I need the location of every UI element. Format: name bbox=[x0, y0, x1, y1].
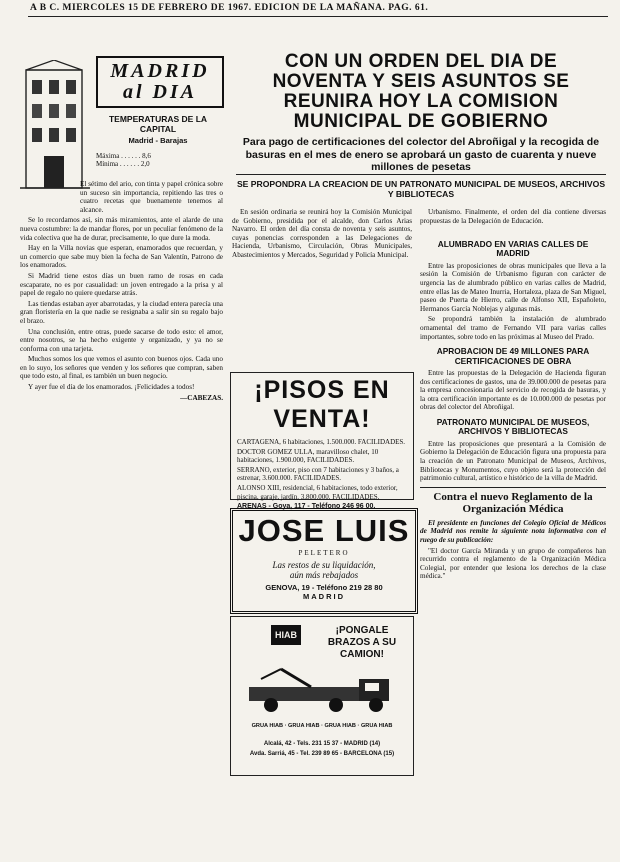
section-paragraph: Entre las propuestas de la Delegación de Hacienda figuran dos certificaciones de gastos, una de 39.000.000 de pesetas para la empresa concesionaria del servicio de recogida de basuras, y la otra certificación importante es de 10.000.000 de pesetas por obras del colector del Abroñigal. bbox=[420, 368, 606, 412]
section-title-certificaciones: APROBACION DE 49 MILLONES PARA CERTIFICACIONES DE OBRA bbox=[436, 346, 590, 366]
jose-luis-slogan-2: aún más rebajados bbox=[289, 570, 359, 580]
section-title-patronato: PATRONATO MUNICIPAL DE MUSEOS, ARCHIVOS Y BIBLIOTECAS bbox=[436, 416, 590, 437]
section-intro: El presidente en funciones del Colegio Oficial de Médicos de Madrid nos remite la siguiente nota informativa con el ruego de su publicación: bbox=[420, 518, 606, 544]
column-paragraph: Se lo recordamos así, sin más miramientos, ante el alarde de una nueva costumbre: la de mandar flores, por un peculiar fenómeno de la vida colectiva que ha de durar, precisamente, lo que dure la moda. bbox=[20, 216, 223, 242]
jose-luis-ad bbox=[230, 508, 418, 614]
madrid-al-dia-logo bbox=[96, 56, 224, 108]
city-building-drawing bbox=[20, 60, 90, 190]
hiab-address-1: Alcalá, 42 - Tels. 231 15 37 - MADRID (14) bbox=[263, 741, 381, 747]
pisos-en-venta-ad bbox=[230, 372, 414, 511]
story-paragraph: Urbanismo. Finalmente, el orden del día contiene diversas propuestas de la Delegación de Educación. bbox=[420, 208, 606, 225]
header-rule bbox=[28, 16, 608, 17]
section-paragraph: Entre las proposiciones que presentará a la Comisión de Gobierno la Delegación de Educación figura una propuesta para la creación de un Patronato Municipal de Museos, Archivos, Bibliotecas y Monumentos, cuyo objeto será la protección del patrimonio cultural, artístico e histórico de la villa de Madrid. bbox=[420, 439, 606, 483]
weather-station: Madrid - Barajas bbox=[128, 136, 188, 145]
weather-box bbox=[96, 114, 220, 168]
section-text-reglamento bbox=[420, 519, 606, 581]
story-right-column bbox=[420, 208, 606, 227]
section-text-patronato bbox=[420, 440, 606, 483]
weather-title: TEMPERATURAS DE LA CAPITAL bbox=[108, 114, 208, 134]
logo-line-1: MADRID bbox=[110, 60, 210, 82]
pisos-item: SERRANO, exterior, piso con 7 habitaciones y 3 baños, a estrenar, 3.600.000. FACILIDADES. bbox=[237, 465, 399, 483]
section-rule bbox=[420, 487, 606, 488]
hiab-brand-badge bbox=[271, 625, 301, 645]
main-deck: Para pago de certificaciones del colector del Abroñigal y la recogida de basuras en el mes de enero se aprobará un gasto de cuarenta y nueve millones de pesetas bbox=[242, 136, 600, 173]
building-illustration bbox=[20, 60, 90, 190]
deck-rule bbox=[236, 174, 606, 175]
weather-max: Máxima . . . . . . 8,6 bbox=[96, 152, 151, 160]
pisos-item: ALONSO XIII, residencial, 6 habitaciones, todo exterior, piscina, garaje, jardín. 3.800.000. FACILIDADES. bbox=[237, 483, 398, 501]
story-left-column bbox=[232, 208, 412, 368]
pisos-item: DOCTOR GOMEZ ULLA, maravilloso chalet, 10 habitaciones, 1.900.000, FACILIDADES. bbox=[237, 447, 379, 465]
section-text-certificaciones bbox=[420, 369, 606, 412]
page-header: A B C. MIERCOLES 15 DE FEBRERO DE 1967. EDICION DE LA MAÑANA. PAG. 61. bbox=[30, 3, 429, 13]
hiab-address-2: Avda. Sarriá, 45 - Tel. 239 89 65 - BARCELONA (15) bbox=[249, 751, 395, 757]
right-column bbox=[420, 240, 606, 583]
main-headline: CON UN ORDEN DEL DIA DE NOVENTA Y SEIS ASUNTOS SE REUNIRA HOY LA COMISION MUNICIPAL DE GOBIERNO bbox=[272, 51, 570, 132]
section-title-alumbrado: ALUMBRADO EN VARIAS CALLES DE MADRID bbox=[437, 239, 589, 259]
jose-luis-name: JOSE LUIS bbox=[238, 513, 410, 548]
column-paragraph: Hay en la Villa novias que esperan, enamorados que recuerdan, y un comercio que sabe muy bien la fecha de San Valentín, Patrono de los enamorados. bbox=[20, 244, 223, 270]
section-title-reglamento: Contra el nuevo Reglamento de la Organización Médica bbox=[433, 490, 593, 516]
weather-min: Mínima . . . . . . 2,0 bbox=[96, 160, 150, 168]
column-paragraph: Y ayer fue el día de los enamorados. ¡Felicidades a todos! bbox=[28, 383, 195, 392]
column-signature: —CABEZAS. bbox=[180, 393, 223, 402]
pisos-title: ¡PISOS EN VENTA! bbox=[254, 376, 390, 433]
section-paragraph: Se propondrá también la instalación de alumbrado ornamental del tramo de Fernando VII para varias calles importantes, sobre todo en las próximas al Museo del Prado. bbox=[420, 315, 606, 341]
column-paragraph: Una conclusión, entre otras, puede sacarse de todo esto: el amor, entre nosotros, se ha hecho exigente y organizado, y ya no se conforma con una tarjeta. bbox=[20, 327, 223, 353]
logo-line-2: al DIA bbox=[122, 81, 198, 103]
column-paragraph: Muchos somos los que vemos el asunto con buenos ojos. Cada uno en lo suyo, los señores que venden y los señores que compran, saben que todo esto, al final, es también un buen negocio. bbox=[20, 355, 223, 381]
hiab-ad bbox=[230, 616, 414, 776]
jose-luis-city: MADRID bbox=[303, 592, 345, 601]
pisos-contact: ARENAS - Goya, 117 - Teléfono 246 96 00. bbox=[237, 503, 376, 511]
column-paragraph: El sétimo del ario, con tinta y papel crónica sobre un suceso sin importancia, repitiendo las tres o cuatro recetas que buenamente tenemos al alcance. bbox=[80, 180, 223, 214]
column-text bbox=[20, 180, 223, 404]
pisos-list bbox=[237, 438, 407, 501]
column-paragraph: Si Madrid tiene estos días un buen ramo de rosas en cada escaparate, no es por casualidad: un joven entregado a la prisa y al papel de regalo no quiere quedarse atrás. bbox=[20, 271, 223, 298]
hiab-models: GRUA HIAB · GRUA HIAB · GRUA HIAB · GRUA HIAB bbox=[251, 723, 393, 729]
madrid-al-dia-column bbox=[20, 48, 225, 848]
jose-luis-slogan-1: Las restos de su liquidación, bbox=[272, 560, 376, 570]
column-paragraph: Las tiendas estaban ayer abarrotadas, y la ciudad entera parecía una gran floristería en la que nadie se resignaba a salir sin su regalo bajo el brazo. bbox=[20, 299, 223, 325]
section-paragraph: "El doctor García Miranda y un grupo de compañeros han recurrido contra el reglamento de la Organización Médica Colegial, por entender que lesiona los derechos de la clase médica." bbox=[420, 546, 606, 581]
jose-luis-address: GENOVA, 19 - Teléfono 219 28 80 bbox=[265, 583, 383, 592]
hiab-brand: HIAB bbox=[275, 630, 297, 640]
hiab-slogan: ¡PONGALE BRAZOS A SU CAMION! bbox=[327, 625, 397, 660]
story-paragraph: En sesión ordinaria se reunirá hoy la Comisión Municipal de Gobierno, presidida por el alcalde, don Carlos Arias Navarro. El orden del día consta de noventa y seis asuntos, cuyas ponencias corresponden a las Delegaciones de Hacienda, Urbanismo, Circulación, Obras Municipales, Abastecimientos y Mercados, Seguridad y Policía Municipal. bbox=[232, 208, 412, 259]
jose-luis-trade: PELETERO bbox=[298, 549, 350, 557]
truck-crane-drawing bbox=[241, 665, 403, 715]
section-paragraph: Entre las proposiciones de obras municipales que lleva a la sesión la Comisión de Urbanismo figuran con carácter de urgencia las de alumbrado público en varias calles de Madrid, entre ellas las de Mateo Inurria, Hortaleza, plaza de San Miguel, paseo de Puerta de Hierro, calle de Alfonso XII, Españoleto, Hermanos García Noblejas y algunas más. bbox=[420, 261, 606, 313]
pisos-item: CARTAGENA, 6 habitaciones, 1.500.000. FACILIDADES. bbox=[237, 438, 406, 446]
main-subhead: SE PROPONDRA LA CREACION DE UN PATRONATO MUNICIPAL DE MUSEOS, ARCHIVOS Y BIBLIOTECAS bbox=[236, 179, 606, 199]
section-text-alumbrado bbox=[420, 262, 606, 341]
